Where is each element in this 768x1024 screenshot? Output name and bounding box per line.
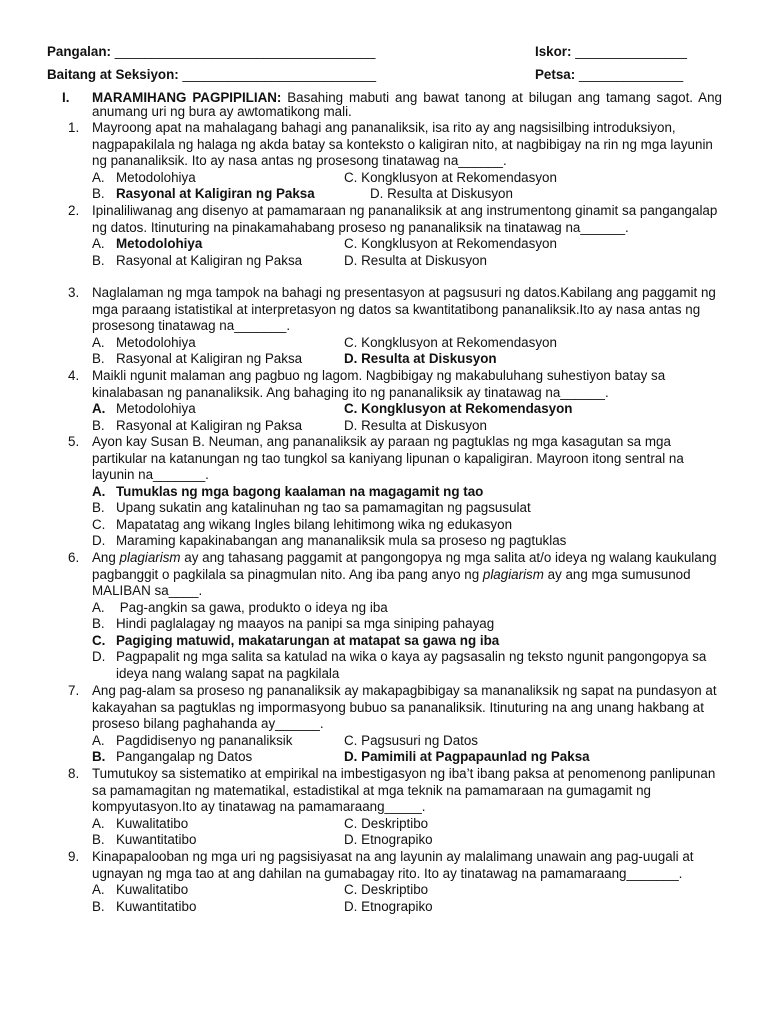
section-number: I. [62,90,70,105]
question-4 [68,368,724,434]
option-c[interactable]: C. Pagsusuri ng Datos [344,732,479,748]
score-field-row [535,44,687,59]
name-blank[interactable]: ___________________________________ [114,44,376,59]
options [92,484,724,550]
options [92,236,724,269]
options [92,335,724,368]
name-field-row [47,44,375,59]
question-7 [68,683,724,766]
option-c[interactable]: C. Deskriptibo [344,815,429,831]
option-d[interactable]: D. Etnograpiko [344,832,433,847]
section-instruction: Basahing mabuti ang bawat tanong at bilugan ang tamang sagot. Ang anumang uri ng bura ay awtomatikong mali. [92,90,722,119]
option-a[interactable]: A. Metodolohiya [92,169,196,185]
option-a[interactable]: A. Metodolohiya [92,236,203,251]
section-title: MARAMIHANG PAGPIPILIAN: [92,90,282,105]
section-field-row [47,67,376,82]
option-a[interactable]: A. Tumuklas ng mga bagong kaalaman na magagamit ng tao [92,483,484,499]
options [92,170,724,203]
question-number: 4. [68,368,80,383]
option-b[interactable]: B. Rasyonal at Kaligiran ng Paksa [92,186,315,201]
option-c[interactable]: C. Pagiging matuwid, makatarungan at matapat sa gawa ng iba [92,632,500,648]
question-number: 6. [68,550,80,565]
question-number: 3. [68,285,80,300]
question-number: 9. [68,849,80,864]
question-stem: Ipinaliliwanag ang disenyo at pamamaraan ng pananaliksik at ang instrumentong ginamit sa pangangalap ng datos. Itinuturing na pinakamahabang proseso ng pananaliksik na tinatawag na______. [92,203,718,235]
option-b[interactable]: B. Rasyonal at Kaligiran ng Paksa [92,252,303,268]
option-c[interactable]: C. Mapatatag ang wikang Ingles bilang lehitimong wika ng edukasyon [92,516,513,532]
option-c[interactable]: C. Kongklusyon at Rekomendasyon [344,334,557,350]
options [92,600,724,683]
question-number: 7. [68,683,80,698]
option-d[interactable]: D. Pamimili at Pagpapaunlad ng Paksa [344,749,590,764]
question-stem: Ang plagiarism ay ang tahasang paggamit at pangongopya ng mga salita at/o ideya ng walang kaukulang pagbanggit o pagkilala sa pinagmulan nito. Ang iba pang anyo ng plagiarism ay ang mga sumusunod MALIBAN sa____. [92,550,717,598]
question-stem: Mayroong apat na mahalagang bahagi ang pananaliksik, isa rito ay ang nagsisilbing introduksiyon, nagpapakilala ng halaga ng akda batay sa konteksto o kaligiran nito, at nagbibigay na rin ng mga layunin ng pananaliksik. Ito ay nasa antas ng prosesong tinatawag na______. [92,120,713,168]
question-number: 2. [68,203,80,218]
option-a[interactable]: A. Metodolohiya [92,334,196,350]
option-d[interactable]: D. Resulta at Diskusyon [370,186,513,201]
options [92,733,724,766]
question-1 [68,120,724,203]
question-8 [68,766,724,849]
option-b[interactable]: B. Kuwantitatibo [92,898,197,914]
option-b[interactable]: B. Kuwantitatibo [92,832,197,847]
date-blank[interactable]: ______________ [578,67,684,82]
option-b[interactable]: B. Rasyonal at Kaligiran ng Paksa [92,417,303,433]
section-blank[interactable]: __________________________ [182,67,377,82]
question-stem: Kinapapalooban ng mga uri ng pagsisiyasat na ang layunin ay malalimang unawain ang pag-uugali at ugnayan ng mga tao at ang dahilan na gumabagay rito. Ito ay tinatawag na pamamaraang_______. [92,849,694,881]
options [92,816,724,849]
options [92,401,724,434]
question-stem: Naglalaman ng mga tampok na bahagi ng presentasyon at pagsusuri ng datos.Kabilang ang paggamit ng mga paraang istatistikal at interpretasyon ng datos sa kwantitatibong pananaliksik.Ito ay nasa antas ng prosesong tinatawag na_______. [92,285,716,333]
section-body [92,91,722,119]
question-2 [68,203,724,269]
question-9 [68,849,724,915]
options [92,882,724,915]
question-5 [68,434,724,550]
section-label: Baitang at Seksiyon: [47,67,179,82]
option-b[interactable]: B. Pangangalap ng Datos [92,749,253,764]
question-stem: Tumutukoy sa sistematiko at empirikal na imbestigasyon ng iba’t ibang paksa at penomenong panlipunan sa pamamagitan ng matematikal, estadistikal at mga teknik na pamamaraan na gumagamit ng kompyutasyon.Ito ay tinatawag na pamamaraang_____. [92,766,716,814]
name-label: Pangalan: [47,44,111,59]
option-a[interactable]: A. Pagdidisenyo ng pananaliksik [92,732,293,748]
question-stem: Ang pag-alam sa proseso ng pananaliksik ay makapagbibigay sa mananaliksik ng sapat na pundasyon at kakayahan sa pagtuklas ng impormasyong bubuo sa pananaliksik. Itinuturing na ang unang hakbang at proseso bilang paghahanda ay______. [92,683,717,731]
date-label: Petsa: [535,67,576,82]
question-stem: Ayon kay Susan B. Neuman, ang pananaliksik ay paraan ng pagtuklas ng mga kasagutan sa mga partikular na katanungan ng tao tungkol sa kaniyang lipunan o kapaligiran. Mayroon itong sentral na layunin na_______. [92,434,684,482]
section-instructions [62,91,722,119]
option-d[interactable]: D. Pagpapalit ng mga salita sa katulad na wika o kaya ay pagsasalin ng teksto ngunit pangongopya sa ideya nang walang sapat na pagkilala [92,649,707,681]
option-c[interactable]: C. Deskriptibo [344,882,429,897]
question-6 [68,550,724,682]
option-a[interactable]: A. Kuwalitatibo [92,882,189,897]
question-stem: Maikli ngunit malaman ang pagbuo ng lagom. Nagbibigay ng makabuluhang suhestiyon batay sa kinalabasan ng pananaliksik. Ang bahaging ito ng pananaliksik ay tinatawag na______. [92,368,666,400]
option-b[interactable]: B. Hindi paglalagay ng maayos na panipi sa mga siniping pahayag [92,616,495,631]
option-c[interactable]: C. Kongklusyon at Rekomendasyon [344,401,573,416]
option-a[interactable]: A. Metodolohiya [92,401,196,416]
question-number: 1. [68,120,80,135]
option-c[interactable]: C. Kongklusyon at Rekomendasyon [344,236,557,251]
option-d[interactable]: D. Maraming kapakinabangan ang mananaliksik mula sa proseso ng pagtuklas [92,533,567,548]
option-a[interactable]: A. Pag-angkin sa gawa, produkto o ideya ng iba [92,599,388,615]
score-label: Iskor: [535,44,572,59]
option-d[interactable]: D. Resulta at Diskusyon [344,252,487,268]
date-field-row [535,67,683,82]
option-b[interactable]: B. Upang sukatin ang katalinuhan ng tao sa pamamagitan ng pagsusulat [92,500,531,515]
question-number: 8. [68,766,80,781]
score-blank[interactable]: _______________ [575,44,687,59]
option-d[interactable]: D. Resulta at Diskusyon [344,417,487,433]
option-d[interactable]: D. Resulta at Diskusyon [344,351,497,366]
option-a[interactable]: A. Kuwalitatibo [92,815,189,831]
question-number: 5. [68,434,80,449]
option-b[interactable]: B. Rasyonal at Kaligiran ng Paksa [92,351,303,366]
question-3 [68,285,724,368]
option-c[interactable]: C. Kongklusyon at Rekomendasyon [344,169,557,185]
option-d[interactable]: D. Etnograpiko [344,898,433,914]
